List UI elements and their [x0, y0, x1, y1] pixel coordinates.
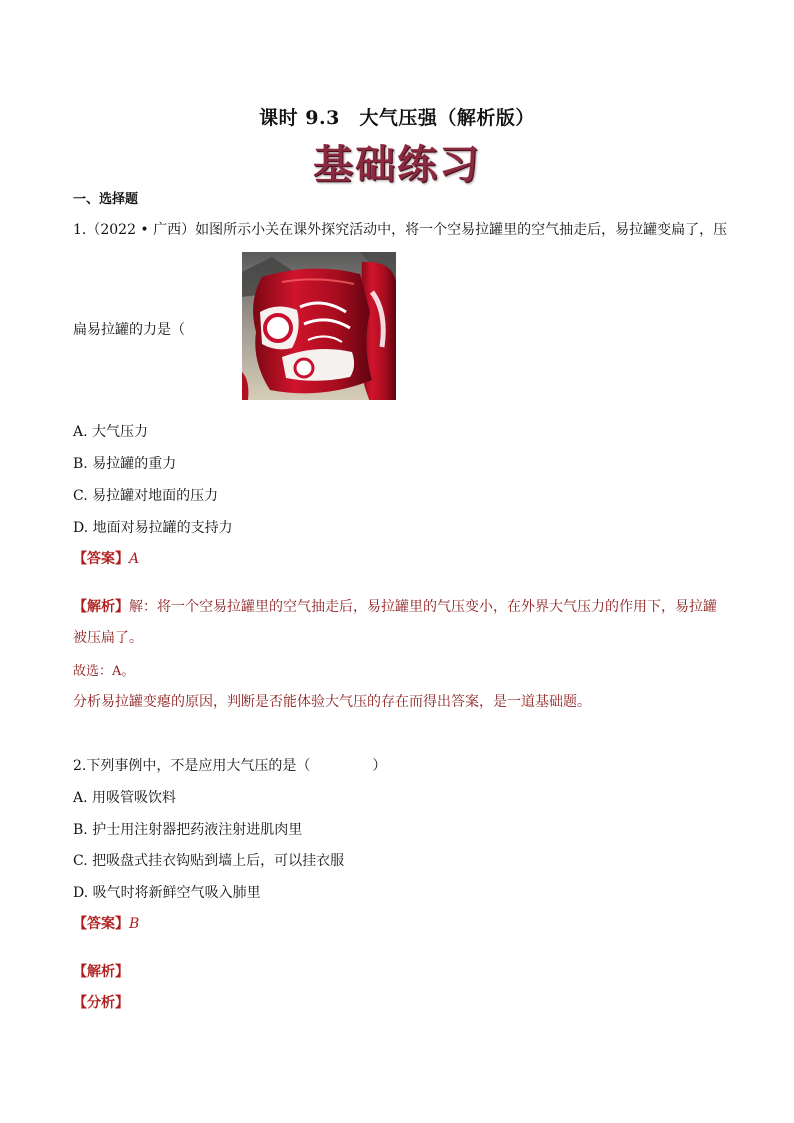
- q2-stem-prefix: 2.下列事例中，不是应用大气压的是（: [73, 758, 311, 774]
- q2-analysis: [73, 961, 129, 981]
- q1-option-c: C. 易拉罐对地面的压力: [73, 488, 219, 504]
- q2-sub-analysis-label: 【分析】: [73, 995, 129, 1011]
- q2-answer-value: B: [129, 916, 140, 932]
- basic-practice-banner: 基础练习: [313, 142, 481, 188]
- q1-choice: 故选：A。: [73, 664, 135, 679]
- q1-analysis-line1: [73, 596, 717, 616]
- crushed-can-illustration: [242, 252, 396, 400]
- q1-option-d: D. 地面对易拉罐的支持力: [73, 520, 233, 536]
- q2-option-c: C. 把吸盘式挂衣钩贴到墙上后，可以挂衣服: [73, 853, 345, 869]
- q2-option-b: B. 护士用注射器把药液注射进肌肉里: [73, 822, 303, 838]
- q1-stem-line1: 1.（2022 • 广西）如图所示小关在课外探究活动中，将一个空易拉罐里的空气抽走后，易拉罐变扁了，压: [73, 222, 728, 238]
- q2-option-a: A. 用吸管吸饮料: [73, 790, 177, 806]
- q1-answer-value: A: [129, 551, 140, 567]
- q1-remark: 分析易拉罐变瘪的原因，判断是否能体验大气压的存在而得出答案，是一道基础题。: [73, 694, 591, 710]
- q2-answer: [73, 913, 139, 933]
- q1-stem-line2: [73, 319, 261, 339]
- q1-answer: [73, 548, 139, 568]
- q2-stem: [73, 755, 386, 775]
- q1-analysis-line2: 被压扁了。: [73, 630, 143, 646]
- q1-option-a: A. 大气压力: [73, 424, 149, 440]
- q1-option-b: B. 易拉罐的重力: [73, 456, 177, 472]
- q2-analysis-label: 【解析】: [73, 964, 129, 980]
- section-heading: 一、选择题: [73, 192, 139, 207]
- q1-analysis-text: 解：将一个空易拉罐里的空气抽走后，易拉罐里的气压变小，在外界大气压力的作用下，易拉罐: [129, 599, 717, 615]
- q2-option-d: D. 吸气时将新鲜空气吸入肺里: [73, 885, 261, 901]
- q1-stem-prefix: 扁易拉罐的力是（: [73, 322, 185, 338]
- crushed-soda-can-photo: [242, 252, 396, 400]
- q1-answer-label: 【答案】: [73, 551, 129, 567]
- q2-answer-label: 【答案】: [73, 916, 129, 932]
- q1-analysis-label: 【解析】: [73, 599, 129, 615]
- q2-sub-analysis: [73, 992, 129, 1012]
- q2-stem-suffix: ）: [372, 758, 387, 774]
- document-title: 课时 9.3 大气压强（解析版）: [259, 107, 535, 129]
